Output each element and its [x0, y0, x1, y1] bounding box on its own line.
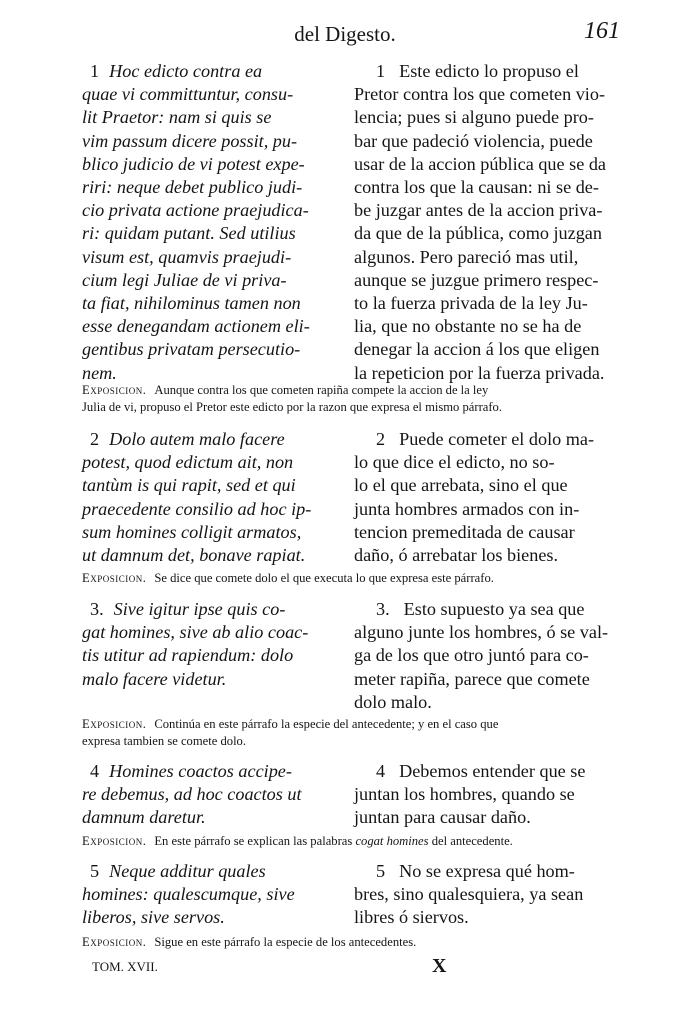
latin-line: Hoc edicto contra ea: [109, 61, 263, 81]
exposition-label: Exposicion.: [82, 717, 147, 731]
latin-line: vim passum dicere possit, pu-: [82, 130, 298, 151]
spanish-line: Esto supuesto ya sea que: [403, 599, 585, 619]
spanish-text-5: [354, 860, 620, 930]
latin-line: Neque additur quales: [109, 861, 266, 881]
spanish-line: da que de la pública, como juzgan: [354, 223, 602, 244]
latin-line: cium legi Juliae de vi priva-: [82, 269, 287, 290]
exposition-text: expresa tambien se comete dolo.: [82, 734, 247, 748]
latin-text-1: [82, 60, 332, 385]
latin-line: praecedente consilio ad hoc ip-: [82, 498, 312, 519]
exposition-4: [82, 833, 620, 850]
section-number: 4: [376, 761, 386, 781]
spanish-text-2: [354, 428, 620, 567]
latin-line: visum est, quamvis praejudi-: [82, 246, 292, 267]
spanish-line: libres ó siervos.: [354, 907, 469, 928]
running-title: del Digesto.: [294, 22, 396, 46]
exposition-text: del antecedente.: [431, 834, 513, 848]
spanish-text-1: [354, 60, 620, 385]
spanish-text-3: [354, 598, 620, 714]
section-5: [82, 860, 620, 932]
latin-line: gat homines, sive ab alio coac-: [82, 622, 309, 643]
section-4: [82, 760, 620, 832]
latin-line: nem.: [82, 362, 117, 383]
exposition-text: Julia de vi, propuso el Pretor este edicto por la razon que expresa el mismo párrafo.: [82, 400, 503, 414]
exposition-label: Exposicion.: [82, 571, 147, 585]
page-footer: [82, 955, 620, 979]
latin-line: re debemus, ad hoc coactos ut: [82, 784, 302, 805]
section-3: [82, 598, 620, 716]
exposition-text: Continúa en este párrafo la especie del antecedente; y en el caso que: [154, 717, 499, 731]
spanish-line: to la fuerza privada de la ley Ju-: [354, 293, 588, 314]
latin-line: Sive igitur ipse quis co-: [113, 599, 286, 619]
section-number: 1: [376, 61, 386, 81]
exposition-3: [82, 716, 620, 750]
volume-signature: TOM. XVII.: [92, 959, 158, 974]
section-number: 4: [90, 761, 100, 781]
latin-line: malo facere videtur.: [82, 668, 227, 689]
latin-line: lit Praetor: nam si quis se: [82, 107, 272, 128]
exposition-text: En este párrafo se explican las palabras: [154, 834, 353, 848]
spanish-line: contra los que la causan: ni se de-: [354, 177, 599, 198]
spanish-line: lia, que no obstante no se ha de: [354, 316, 582, 337]
latin-line: quae vi committuntur, consu-: [82, 84, 294, 105]
exposition-text: Sigue en este párrafo la especie de los antecedentes.: [154, 935, 417, 949]
spanish-line: lo el que arrebata, sino el que: [354, 475, 568, 496]
latin-line: riri: neque debet publico judi-: [82, 177, 303, 198]
spanish-line: aunque se juzgue primero respec-: [354, 269, 599, 290]
spanish-line: junta hombres armados con in-: [354, 498, 580, 519]
spanish-line: la repeticion por la fuerza privada.: [354, 362, 605, 383]
exposition-italic-phrase: cogat homines: [355, 834, 429, 848]
spanish-line: Este edicto lo propuso el: [399, 61, 579, 81]
exposition-1: [82, 382, 620, 416]
latin-line: esse denegandam actionem eli-: [82, 316, 310, 337]
spanish-line: tencion premeditada de causar: [354, 521, 575, 542]
exposition-label: Exposicion.: [82, 383, 147, 397]
exposition-text: Se dice que comete dolo el que executa lo que expresa este párrafo.: [154, 571, 494, 585]
spanish-line: lo que dice el edicto, no so-: [354, 452, 555, 473]
section-number: 5: [90, 861, 100, 881]
latin-line: ut damnum det, bonave rapiat.: [82, 545, 306, 566]
section-number: 3.: [90, 599, 104, 619]
spanish-line: ga de los que otro juntó para co-: [354, 645, 589, 666]
spanish-line: lencia; pues si alguno puede pro-: [354, 107, 594, 128]
section-number: 2: [376, 429, 386, 449]
spanish-line: meter rapiña, parece que comete: [354, 668, 590, 689]
exposition-2: [82, 570, 620, 587]
spanish-line: algunos. Pero pareció mas util,: [354, 246, 579, 267]
latin-line: homines: qualescumque, sive: [82, 884, 295, 905]
latin-text-5: [82, 860, 332, 930]
section-number: 3.: [376, 599, 390, 619]
latin-line: gentibus privatam persecutio-: [82, 339, 301, 360]
latin-line: Homines coactos accipe-: [109, 761, 292, 781]
spanish-line: daño, ó arrebatar los bienes.: [354, 545, 559, 566]
exposition-5: [82, 934, 620, 951]
latin-line: cio privata actione praejudica-: [82, 200, 309, 221]
spanish-line: bres, sino qualesquiera, ya sean: [354, 884, 584, 905]
section-number: 5: [376, 861, 386, 881]
exposition-label: Exposicion.: [82, 935, 147, 949]
latin-line: damnum daretur.: [82, 807, 206, 828]
spanish-line: usar de la accion pública que se da: [354, 153, 606, 174]
latin-line: ri: quidam putant. Sed utilius: [82, 223, 296, 244]
latin-text-3: [82, 598, 332, 691]
section-2: [82, 428, 620, 570]
page-number: 161: [584, 18, 620, 44]
spanish-line: Puede cometer el dolo ma-: [399, 429, 595, 449]
latin-line: potest, quod edictum ait, non: [82, 452, 294, 473]
latin-text-2: [82, 428, 332, 567]
section-1: [82, 60, 620, 383]
spanish-line: Pretor contra los que cometen vio-: [354, 84, 606, 105]
latin-line: tantùm is qui rapit, sed et qui: [82, 475, 296, 496]
gathering-mark: X: [432, 955, 447, 977]
latin-text-4: [82, 760, 332, 830]
spanish-line: juntan para causar daño.: [354, 807, 531, 828]
spanish-line: denegar la accion á los que eligen: [354, 339, 600, 360]
latin-line: sum homines colligit armatos,: [82, 521, 302, 542]
spanish-text-4: [354, 760, 620, 830]
latin-line: ta fiat, nihilominus tamen non: [82, 293, 301, 314]
section-number: 2: [90, 429, 100, 449]
latin-line: blico judicio de vi potest expe-: [82, 153, 305, 174]
spanish-line: dolo malo.: [354, 691, 432, 712]
spanish-line: Debemos entender que se: [399, 761, 586, 781]
latin-line: tis utitur ad rapiendum: dolo: [82, 645, 294, 666]
latin-line: Dolo autem malo facere: [109, 429, 285, 449]
spanish-line: alguno junte los hombres, ó se val-: [354, 622, 609, 643]
exposition-text: Aunque contra los que cometen rapiña compete la accion de la ley: [154, 383, 489, 397]
latin-line: liberos, sive servos.: [82, 907, 225, 928]
spanish-line: be juzgar antes de la accion priva-: [354, 200, 603, 221]
exposition-label: Exposicion.: [82, 834, 147, 848]
spanish-line: bar que padeció violencia, puede: [354, 130, 593, 151]
spanish-line: juntan los hombres, quando se: [354, 784, 575, 805]
spanish-line: No se expresa qué hom-: [399, 861, 575, 881]
page-header: [70, 18, 620, 52]
section-number: 1: [90, 61, 100, 81]
